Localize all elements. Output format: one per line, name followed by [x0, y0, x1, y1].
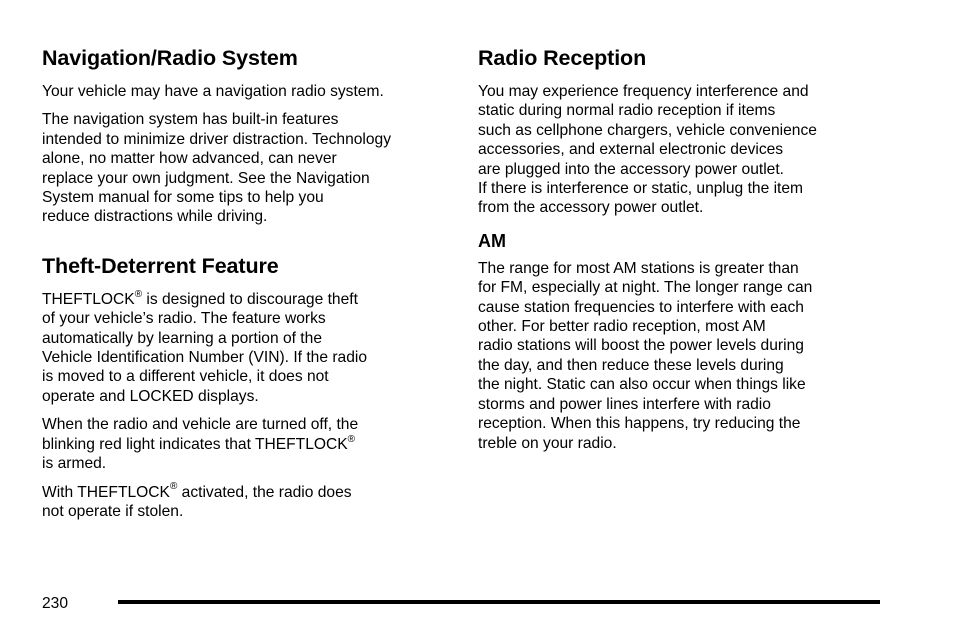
text-fragment: is designed to discourage theft: [142, 290, 358, 308]
text-line: intended to minimize driver distraction. Technology: [42, 130, 392, 148]
text-line: storms and power lines interfere with radio: [478, 395, 771, 413]
text-line: static during normal radio reception if items: [478, 102, 776, 120]
navigation-detail-paragraph: [42, 110, 452, 226]
text-line: such as cellphone chargers, vehicle convenience: [478, 121, 817, 139]
theft-deterrent-heading: Theft-Deterrent Feature: [42, 253, 279, 278]
footer-rule: [118, 600, 880, 604]
text-line: is moved to a different vehicle, it does not: [42, 368, 329, 386]
text-line: reduce distractions while driving.: [42, 208, 268, 226]
theftlock-term: THEFTLOCK: [42, 290, 135, 308]
text-line: alone, no matter how advanced, can never: [42, 150, 337, 168]
text-line: operate and LOCKED displays.: [42, 387, 259, 405]
text-line: for FM, especially at night. The longer range can: [478, 279, 813, 297]
text-line: cause station frequencies to interfere with each: [478, 298, 804, 316]
am-subheading: AM: [478, 230, 506, 251]
text-line: not operate if stolen.: [42, 502, 184, 520]
text-line: accessories, and external electronic devices: [478, 141, 784, 159]
text-fragment: activated, the radio does: [177, 483, 352, 501]
text-line: If there is interference or static, unplug the item: [478, 180, 804, 198]
text-line: treble on your radio.: [478, 434, 617, 452]
navigation-radio-heading: Navigation/Radio System: [42, 46, 298, 70]
text-line: [42, 483, 452, 502]
text-line: is armed.: [42, 455, 107, 473]
text-line: The navigation system has built-in features: [42, 111, 339, 129]
navigation-intro-paragraph: Your vehicle may have a navigation radio system.: [42, 83, 384, 100]
registered-mark: ®: [169, 481, 178, 493]
text-line: When the radio and vehicle are turned off, the: [42, 416, 359, 434]
theftlock-stolen-paragraph: [42, 483, 452, 522]
page-number: 230: [42, 595, 69, 612]
text-line: other. For better radio reception, most AM: [478, 318, 766, 336]
text-fragment: blinking red light indicates that THEFTLOCK: [42, 435, 348, 453]
text-line: System manual for some tips to help you: [42, 189, 324, 207]
text-line: are plugged into the accessory power outlet.: [478, 160, 784, 178]
text-line: [42, 290, 452, 309]
theftlock-description-paragraph: [42, 290, 452, 406]
radio-reception-heading: Radio Reception: [478, 46, 647, 70]
text-line: automatically by learning a portion of the: [42, 329, 322, 347]
text-line: replace your own judgment. See the Navigation: [42, 169, 370, 187]
text-line: Vehicle Identification Number (VIN). If the radio: [42, 349, 368, 367]
text-line: radio stations will boost the power levels during: [478, 337, 804, 355]
right-column: [478, 44, 878, 462]
radio-reception-paragraph: [478, 82, 878, 218]
theftlock-armed-paragraph: [42, 415, 452, 473]
text-line: the night. Static can also occur when things like: [478, 376, 806, 394]
text-line: from the accessory power outlet.: [478, 199, 704, 217]
text-fragment: With THEFTLOCK: [42, 483, 170, 501]
text-line: You may experience frequency interference and: [478, 83, 809, 100]
text-line: The range for most AM stations is greater than: [478, 259, 799, 277]
am-paragraph: [478, 259, 878, 453]
registered-mark: ®: [347, 433, 356, 445]
registered-mark: ®: [134, 288, 143, 300]
left-column: [42, 44, 452, 530]
text-line: the day, and then reduce these levels during: [478, 356, 784, 374]
text-line: reception. When this happens, try reducing the: [478, 415, 801, 433]
text-line: of your vehicle’s radio. The feature works: [42, 310, 326, 328]
text-line: [42, 435, 452, 454]
